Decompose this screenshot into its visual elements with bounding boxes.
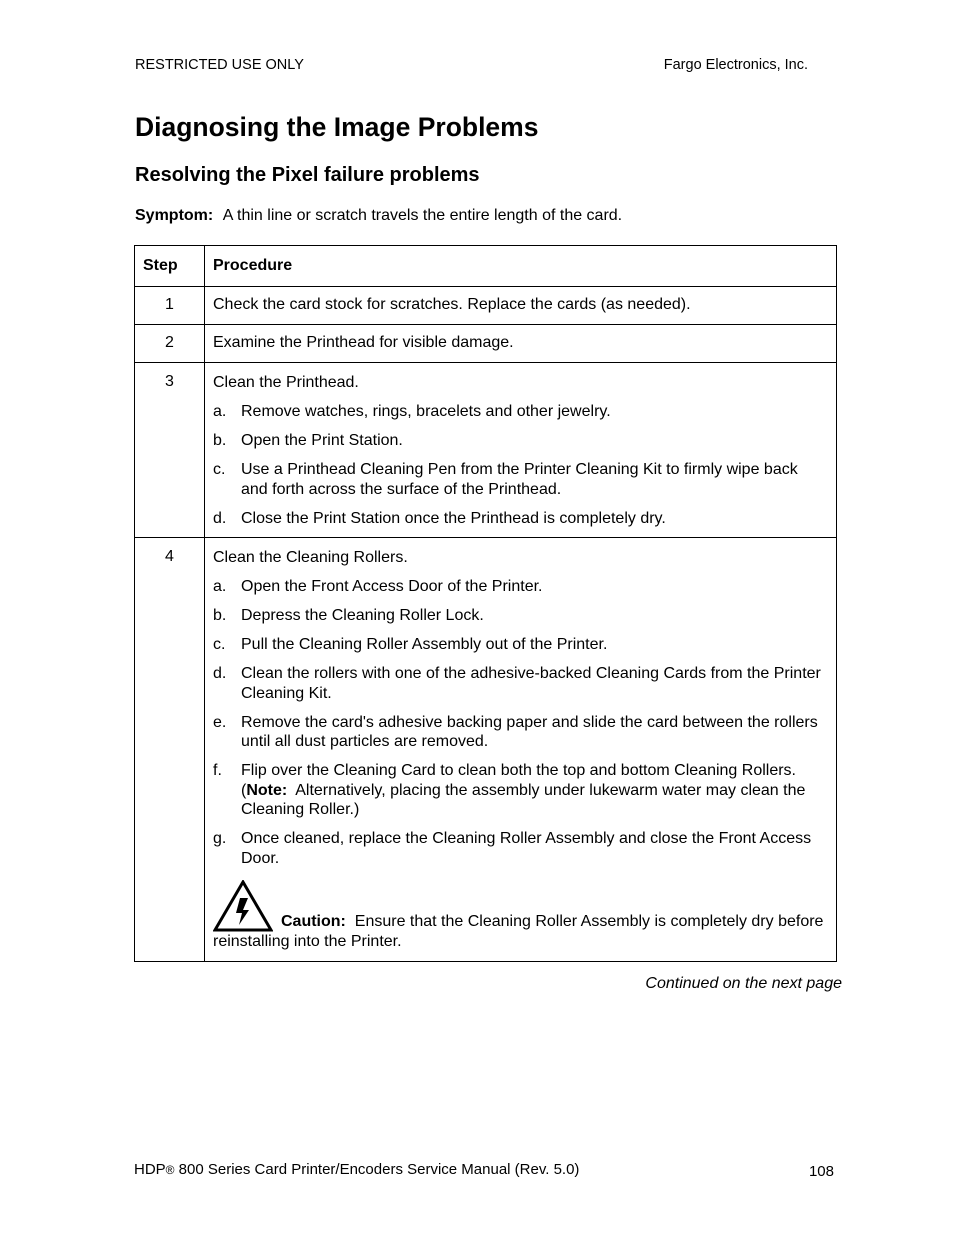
substep-text: Once cleaned, replace the Cleaning Roller Assembly and close the Front Access Door. <box>241 830 812 867</box>
substep-letter: c. <box>213 461 226 478</box>
list-item <box>213 664 828 703</box>
substep-letter: c. <box>213 636 226 653</box>
procedure-cell <box>205 363 837 538</box>
substep-text: Pull the Cleaning Roller Assembly out of the Printer. <box>241 636 608 653</box>
footer-rest: 800 Series Card Printer/Encoders Service Manual (Rev. 5.0) <box>174 1161 580 1178</box>
table-row <box>135 325 837 363</box>
substep-letter: b. <box>213 607 227 624</box>
table-row <box>135 538 837 962</box>
caution-block <box>213 880 828 952</box>
procedure-text: Clean the Cleaning Rollers. <box>213 549 408 566</box>
substep-letter: e. <box>213 713 227 731</box>
substep-text: Open the Print Station. <box>241 432 403 449</box>
procedure-text: Clean the Printhead. <box>213 374 359 391</box>
table-row <box>135 287 837 325</box>
registered-mark: ® <box>165 1163 175 1177</box>
list-item <box>213 402 828 422</box>
continued-note: Continued on the next page <box>645 975 842 992</box>
substep-list <box>213 402 828 528</box>
header-left: RESTRICTED USE ONLY <box>135 57 304 73</box>
substep-letter: f. <box>213 762 222 779</box>
caution-label: Caution: <box>281 913 346 930</box>
table-row <box>135 363 837 538</box>
substep-text: Use a Printhead Cleaning Pen from the Printer Cleaning Kit to firmly wipe back and forth across the surface of the Printhead. <box>241 461 798 498</box>
step-number: 3 <box>135 363 205 538</box>
substep-letter: d. <box>213 665 227 682</box>
substep-letter: b. <box>213 432 227 449</box>
list-item <box>213 829 828 868</box>
substep-letter: d. <box>213 509 227 527</box>
substep-text: Open the Front Access Door of the Printer. <box>241 578 543 595</box>
symptom-line <box>135 207 622 225</box>
list-item <box>213 635 828 655</box>
list-item <box>213 460 828 499</box>
caution-text: Ensure that the Cleaning Roller Assembly is completely dry before reinstalling into the Printer. <box>213 913 824 950</box>
section-subtitle: Resolving the Pixel failure problems <box>135 164 480 186</box>
list-item <box>213 606 828 626</box>
substep-text: Remove watches, rings, bracelets and other jewelry. <box>241 403 611 420</box>
substep-text: Remove the card's adhesive backing paper and slide the card between the rollers until all dust particles are removed. <box>241 713 818 750</box>
substep-letter: g. <box>213 830 227 847</box>
procedure-text: Examine the Printhead for visible damage. <box>205 325 837 363</box>
footer-brand: HDP <box>134 1161 166 1178</box>
header-procedure: Procedure <box>205 246 837 287</box>
list-item <box>213 577 828 597</box>
page-number: 108 <box>808 1163 834 1180</box>
footer-title <box>134 1161 579 1178</box>
substep-text-after: Alternatively, placing the assembly under lukewarm water may clean the Cleaning Roller.) <box>241 781 810 818</box>
procedure-cell <box>205 538 837 962</box>
table-header-row <box>135 246 837 287</box>
substep-list <box>213 577 828 868</box>
substep-text: Close the Print Station once the Printhead is completely dry. <box>241 509 666 527</box>
list-item <box>213 431 828 451</box>
step-number: 2 <box>135 325 205 363</box>
page-title: Diagnosing the Image Problems <box>135 112 539 142</box>
substep-text: Clean the rollers with one of the adhesive-backed Cleaning Cards from the Printer Cleaning Kit. <box>241 665 821 702</box>
substep-text: Depress the Cleaning Roller Lock. <box>241 607 484 624</box>
step-number: 1 <box>135 287 205 325</box>
substep-letter: a. <box>213 403 227 420</box>
list-item <box>213 761 828 820</box>
list-item <box>213 713 828 752</box>
substep-letter: a. <box>213 578 227 595</box>
list-item <box>213 509 828 529</box>
procedure-text: Check the card stock for scratches. Replace the cards (as needed). <box>205 287 837 325</box>
symptom-label: Symptom: <box>135 207 214 224</box>
step-number: 4 <box>135 538 205 962</box>
electrical-hazard-icon <box>213 880 273 932</box>
substep-text-before: Flip over the Cleaning Card to clean both the top and bottom Cleaning Rollers. ( <box>241 762 796 799</box>
procedure-table <box>134 245 837 962</box>
header-step: Step <box>135 246 205 287</box>
symptom-text: A thin line or scratch travels the entire length of the card. <box>222 207 623 224</box>
note-label: Note: <box>246 781 288 799</box>
header-right: Fargo Electronics, Inc. <box>663 57 808 73</box>
